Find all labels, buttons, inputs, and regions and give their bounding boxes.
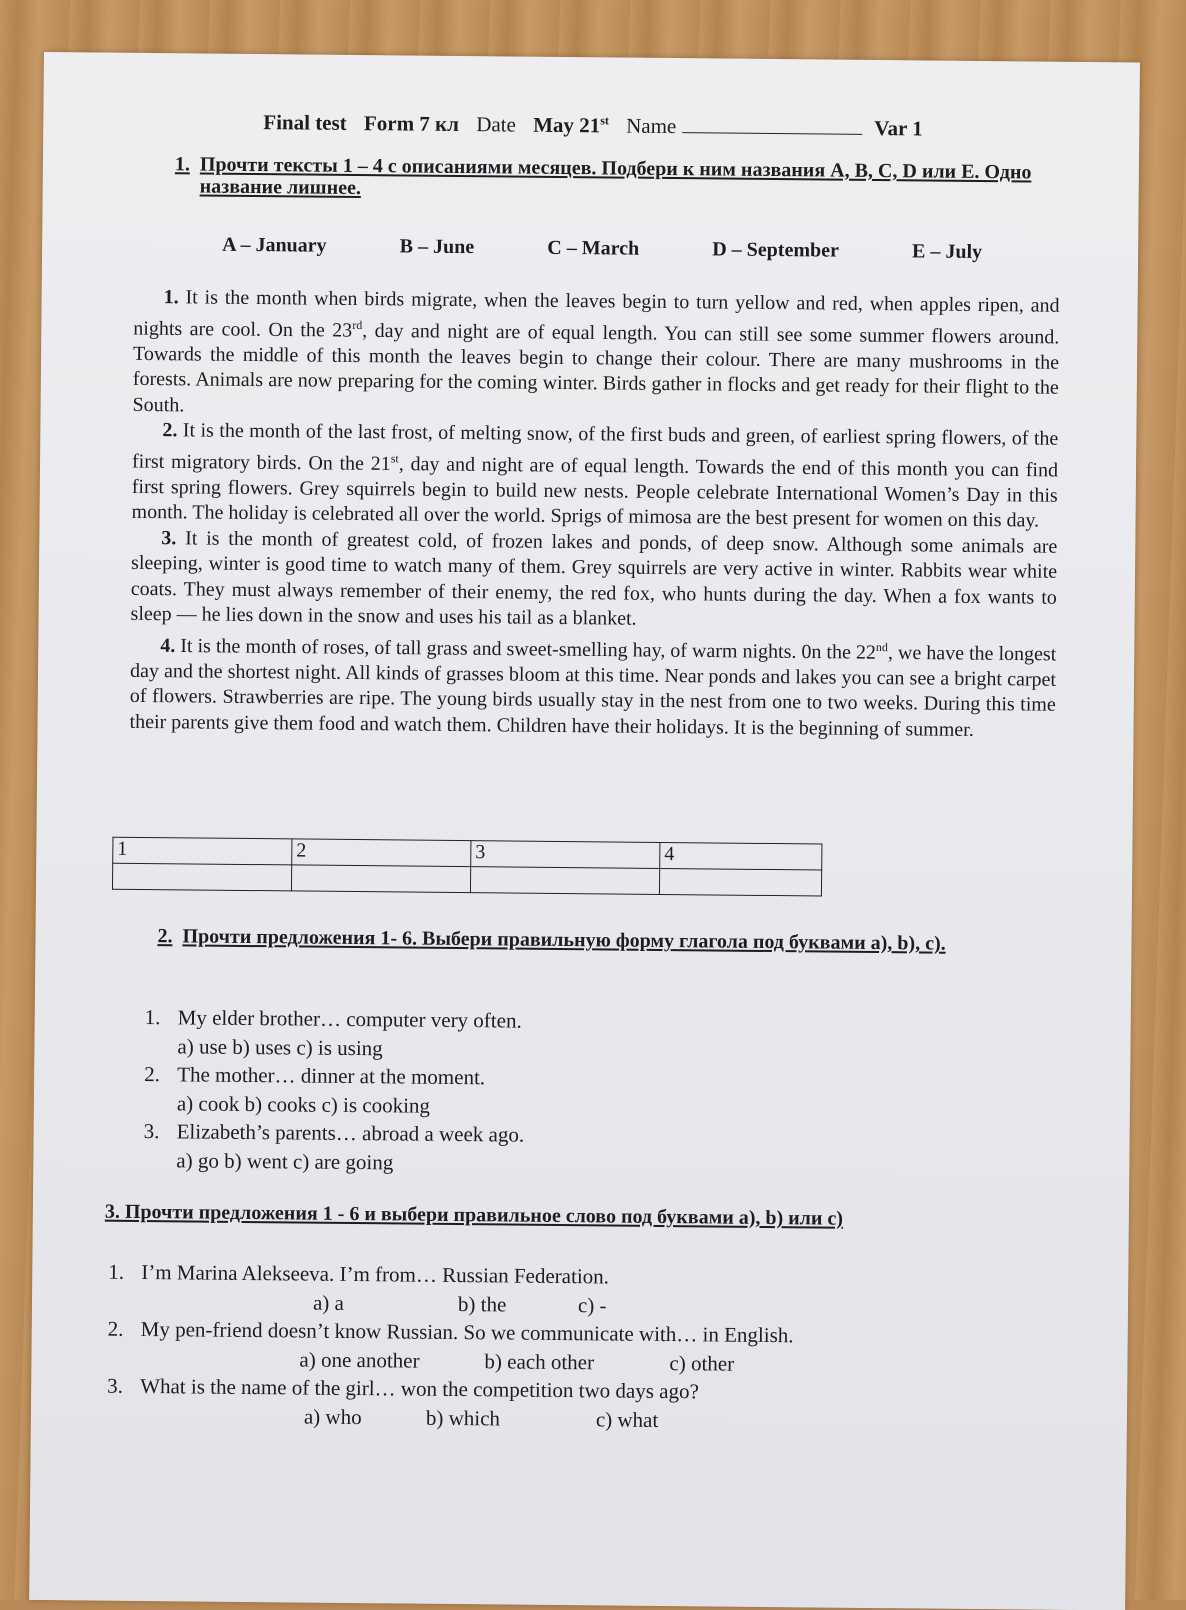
task3-list xyxy=(107,1258,794,1436)
task3-heading: 3. Прочти предложения 1 - 6 и выбери правильное слово под буквами а), b) или c) xyxy=(104,1200,844,1230)
answer-col-2-label: 2 xyxy=(292,839,471,867)
task2-heading xyxy=(157,925,1057,956)
task1-instruction: Прочти тексты 1 – 4 с описаниями месяцев. Подбери к ним названия A, B, C, D или E. Одно название лишнее. xyxy=(199,153,1032,200)
task2-item-3-options[interactable]: a) go b) went c) are going xyxy=(176,1147,394,1174)
task3-item-2-option-c[interactable]: c) other xyxy=(669,1350,735,1376)
option-e: E – July xyxy=(911,240,983,264)
date-label: Date xyxy=(476,112,517,137)
task2-item-2: 2. The mother… dinner at the moment. xyxy=(144,1062,486,1090)
task2-list xyxy=(143,1003,525,1178)
task2-number: 2. xyxy=(157,925,173,948)
answer-cell-2[interactable] xyxy=(291,865,470,893)
task3-item-2: 2. My pen-friend doesn’t know Russian. So we communicate with… in English. xyxy=(107,1316,794,1348)
task3-item-3-option-c[interactable]: c) what xyxy=(595,1406,659,1432)
task3-item-1-option-c[interactable]: c) - xyxy=(577,1292,607,1317)
answer-col-4-label: 4 xyxy=(660,842,822,870)
task3-item-3: 3. What is the name of the girl… won the competition two days ago? xyxy=(107,1373,699,1404)
task3-item-1-option-b[interactable]: b) the xyxy=(457,1291,507,1316)
answer-col-1-label: 1 xyxy=(113,837,292,865)
task3-item-1-option-a[interactable]: a) a xyxy=(312,1290,345,1315)
text-4: 4. It is the month of roses, of tall grass and sweet-smelling hay, of warm nights. 0n the 22nd, we have the longest day and the shortest night. All kinds of grasses bloom at this time. Near ponds and lakes you can see a bright carpet of flowers. Strawberries are ripe. The young birds usually stay in the nest from one to two weeks. During this time their parents give them food and watch them. Children have their holidays. It is the beginning of summer. xyxy=(129,634,1057,741)
answer-cell-4[interactable] xyxy=(659,868,821,896)
task2-item-3: 3. Elizabeth’s parents… abroad a week ago. xyxy=(143,1119,525,1147)
task2-item-1-options[interactable]: a) use b) uses c) is using xyxy=(177,1033,383,1060)
option-a: A – January xyxy=(222,233,327,257)
task3-item-2-option-b[interactable]: b) each other xyxy=(484,1348,595,1374)
option-d: D – September xyxy=(712,238,840,262)
test-header xyxy=(263,110,1083,143)
test-sheet xyxy=(29,52,1140,1610)
task2-item-2-options[interactable]: a) cook b) cooks c) is cooking xyxy=(176,1090,431,1118)
task1-heading xyxy=(175,153,1055,205)
text-3: 3. It is the month of greatest cold, of frozen lakes and ponds, of deep snow. Although some animals are sleeping, winter is good time to watch many of them. Grey squirrels are very active in winter. Rabbits wear white coats. They must always remember of their enemy, the red fox, who hunts during the day. When a fox wants to sleep — he lies down in the snow and uses his tail as a blanket. xyxy=(130,526,1058,631)
task3-item-1: 1. I’m Marina Alekseeva. I’m from… Russian Federation. xyxy=(108,1259,610,1289)
task1-number: 1. xyxy=(174,153,191,176)
task2-instruction: Прочти предложения 1- 6. Выбери правильную форму глагола под буквами а), b), c). xyxy=(182,925,946,955)
text-1: 1. It is the month when birds migrate, when the leaves begin to turn yellow and red, when apples ripen, and nights are cool. On the 23rd, day and night are of equal length. You can still see some summer flowers around. Towards the middle of this month the leaves begin to change their colour. There are many mushrooms in the forests. Animals are now preparing for the coming winter. Birds gather in flocks and get ready for their flight to the South. xyxy=(132,286,1060,417)
task3-item-2-option-a[interactable]: a) one another xyxy=(299,1347,420,1373)
name-blank-line[interactable] xyxy=(682,132,862,135)
month-options xyxy=(222,234,982,264)
name-label: Name xyxy=(626,113,677,139)
answer-table xyxy=(112,837,822,897)
form-label: Form 7 кл xyxy=(363,111,460,136)
option-c: C – March xyxy=(547,236,640,260)
task2-item-1: 1. My elder brother… computer very often. xyxy=(144,1005,522,1033)
date-value: May 21st xyxy=(533,112,610,138)
task3-item-3-option-a[interactable]: a) who xyxy=(303,1404,362,1429)
answer-col-3-label: 3 xyxy=(471,841,660,869)
answer-cell-1[interactable] xyxy=(112,863,291,891)
variant-label: Var 1 xyxy=(874,115,923,141)
answer-cell-3[interactable] xyxy=(470,867,659,895)
month-descriptions xyxy=(129,285,1059,744)
task3-item-3-option-b[interactable]: b) which xyxy=(425,1405,501,1430)
text-2: 2. It is the month of the last frost, of melting snow, of the first buds and green, of earliest spring flowers, of the first migratory birds. On the 21st, day and night are of equal length. Towards the end of this month you can find first spring flowers. Grey squirrels begin to build new nests. People celebrate International Women’s Day in this month. The holiday is celebrated all over the world. Sprigs of mimosa are the best present for women on this day. xyxy=(131,419,1059,532)
option-b: B – June xyxy=(399,235,475,259)
answer-table-input-row xyxy=(112,863,821,896)
test-title: Final test xyxy=(263,110,347,135)
